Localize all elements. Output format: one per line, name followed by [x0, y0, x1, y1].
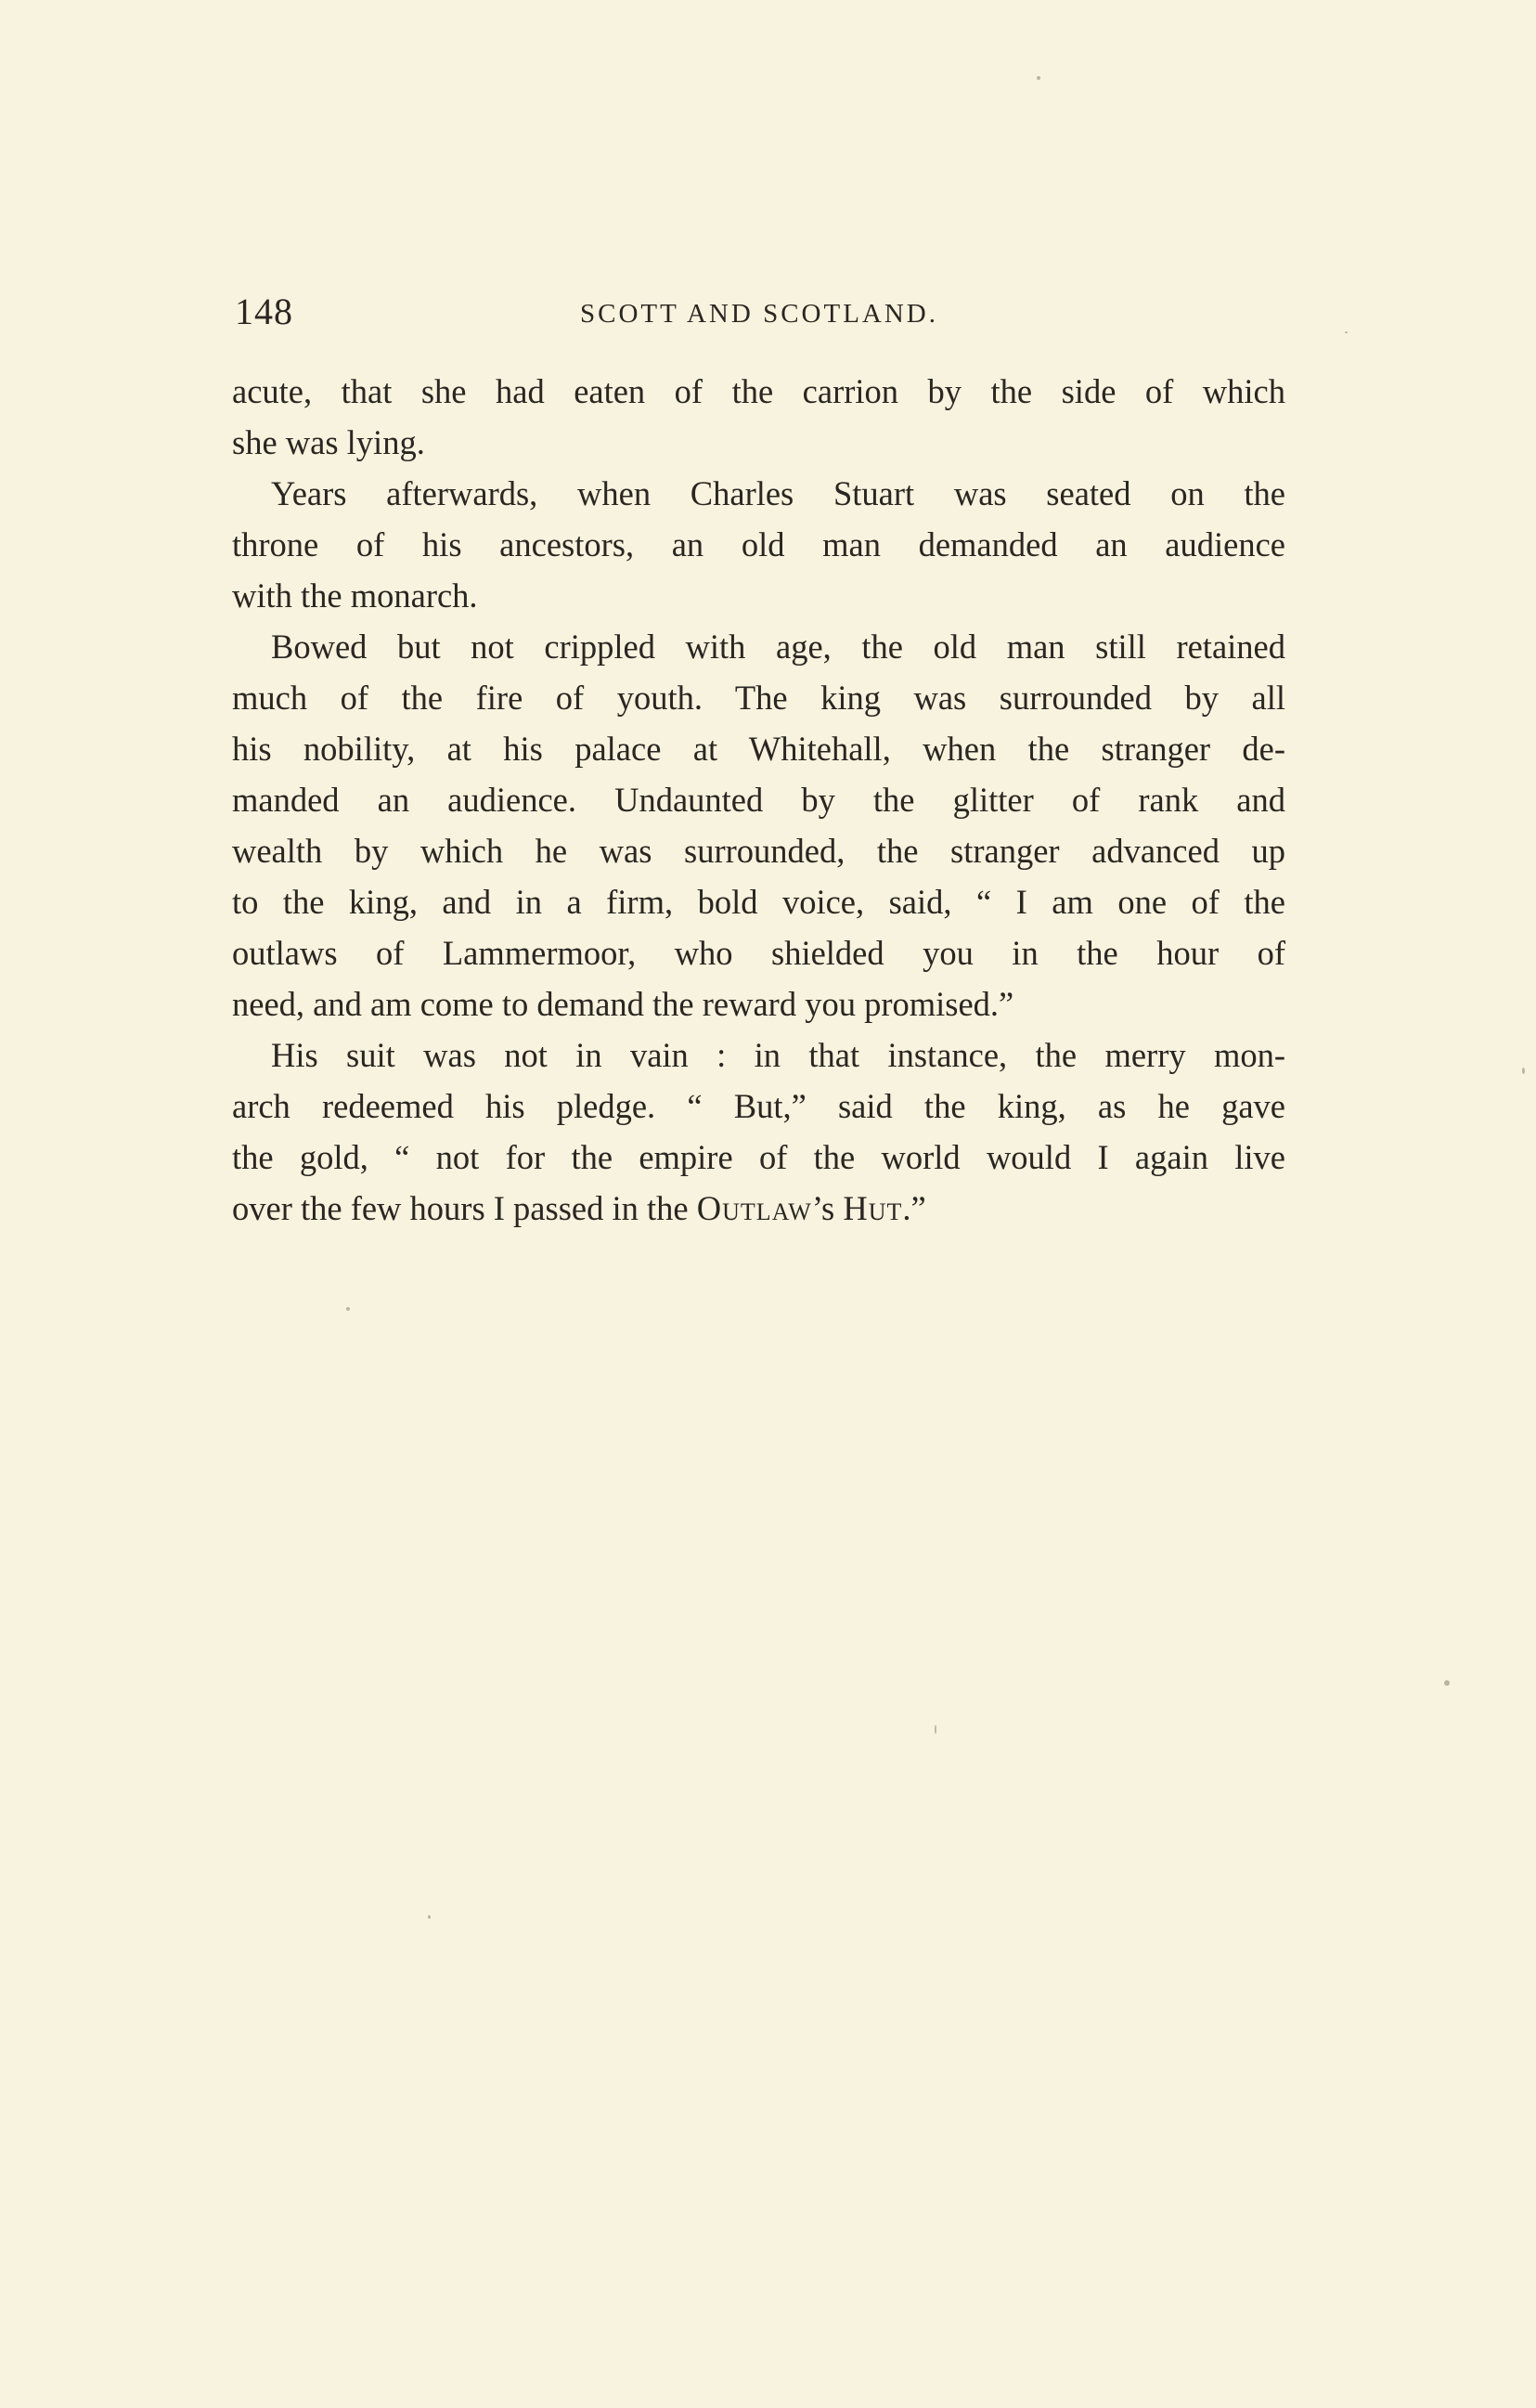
text-line: arch redeemed his pledge. “ But,” said the king, as he gave: [232, 1087, 1285, 1125]
hut-small-caps: Hut: [843, 1189, 903, 1227]
text-line: his nobility, at his palace at Whitehall, when the stranger de-: [232, 730, 1285, 768]
text-line-last: [232, 1183, 1285, 1234]
text-line: Years afterwards, when Charles Stuart was seated on the: [271, 474, 1285, 512]
body-text: [232, 366, 1285, 1234]
last-line-start: over the few hours I passed in the: [232, 1189, 697, 1227]
text-line: Bowed but not crippled with age, the old man still retained: [271, 628, 1285, 666]
paper-speck: [1444, 1680, 1450, 1686]
running-title: SCOTT AND SCOTLAND.: [580, 299, 938, 329]
text-line: wealth by which he was surrounded, the stranger advanced up: [232, 832, 1285, 870]
text-line: need, and am come to demand the reward you promised.”: [232, 985, 1014, 1023]
text-line: manded an audience. Undaunted by the glitter of rank and: [232, 781, 1285, 819]
text-line: she was lying.: [232, 423, 425, 461]
paper-speck: [935, 1725, 936, 1734]
text-line: acute, that she had eaten of the carrion by the side of which: [232, 372, 1285, 410]
outlaw-small-caps: Outlaw: [696, 1189, 812, 1227]
page-header: [235, 290, 1284, 345]
text-line: to the king, and in a firm, bold voice, said, “ I am one of the: [232, 883, 1285, 921]
possessive: ’s: [811, 1189, 844, 1227]
paper-speck: [1522, 1068, 1525, 1074]
text-line: His suit was not in vain : in that instance, the merry mon-: [271, 1036, 1285, 1074]
text-line: the gold, “ not for the empire of the world would I again live: [232, 1138, 1285, 1176]
paper-speck: [428, 1915, 431, 1919]
paper-speck: [346, 1307, 350, 1311]
last-line-end: .”: [902, 1189, 926, 1227]
paper-speck: [1345, 331, 1348, 333]
text-line: outlaws of Lammermoor, who shielded you in the hour of: [232, 934, 1285, 972]
page-number: 148: [235, 291, 293, 332]
text-line: throne of his ancestors, an old man demanded an audience: [232, 525, 1285, 563]
paper-speck: [1037, 76, 1040, 80]
text-line: with the monarch.: [232, 576, 478, 615]
text-line: much of the fire of youth. The king was surrounded by all: [232, 679, 1285, 717]
